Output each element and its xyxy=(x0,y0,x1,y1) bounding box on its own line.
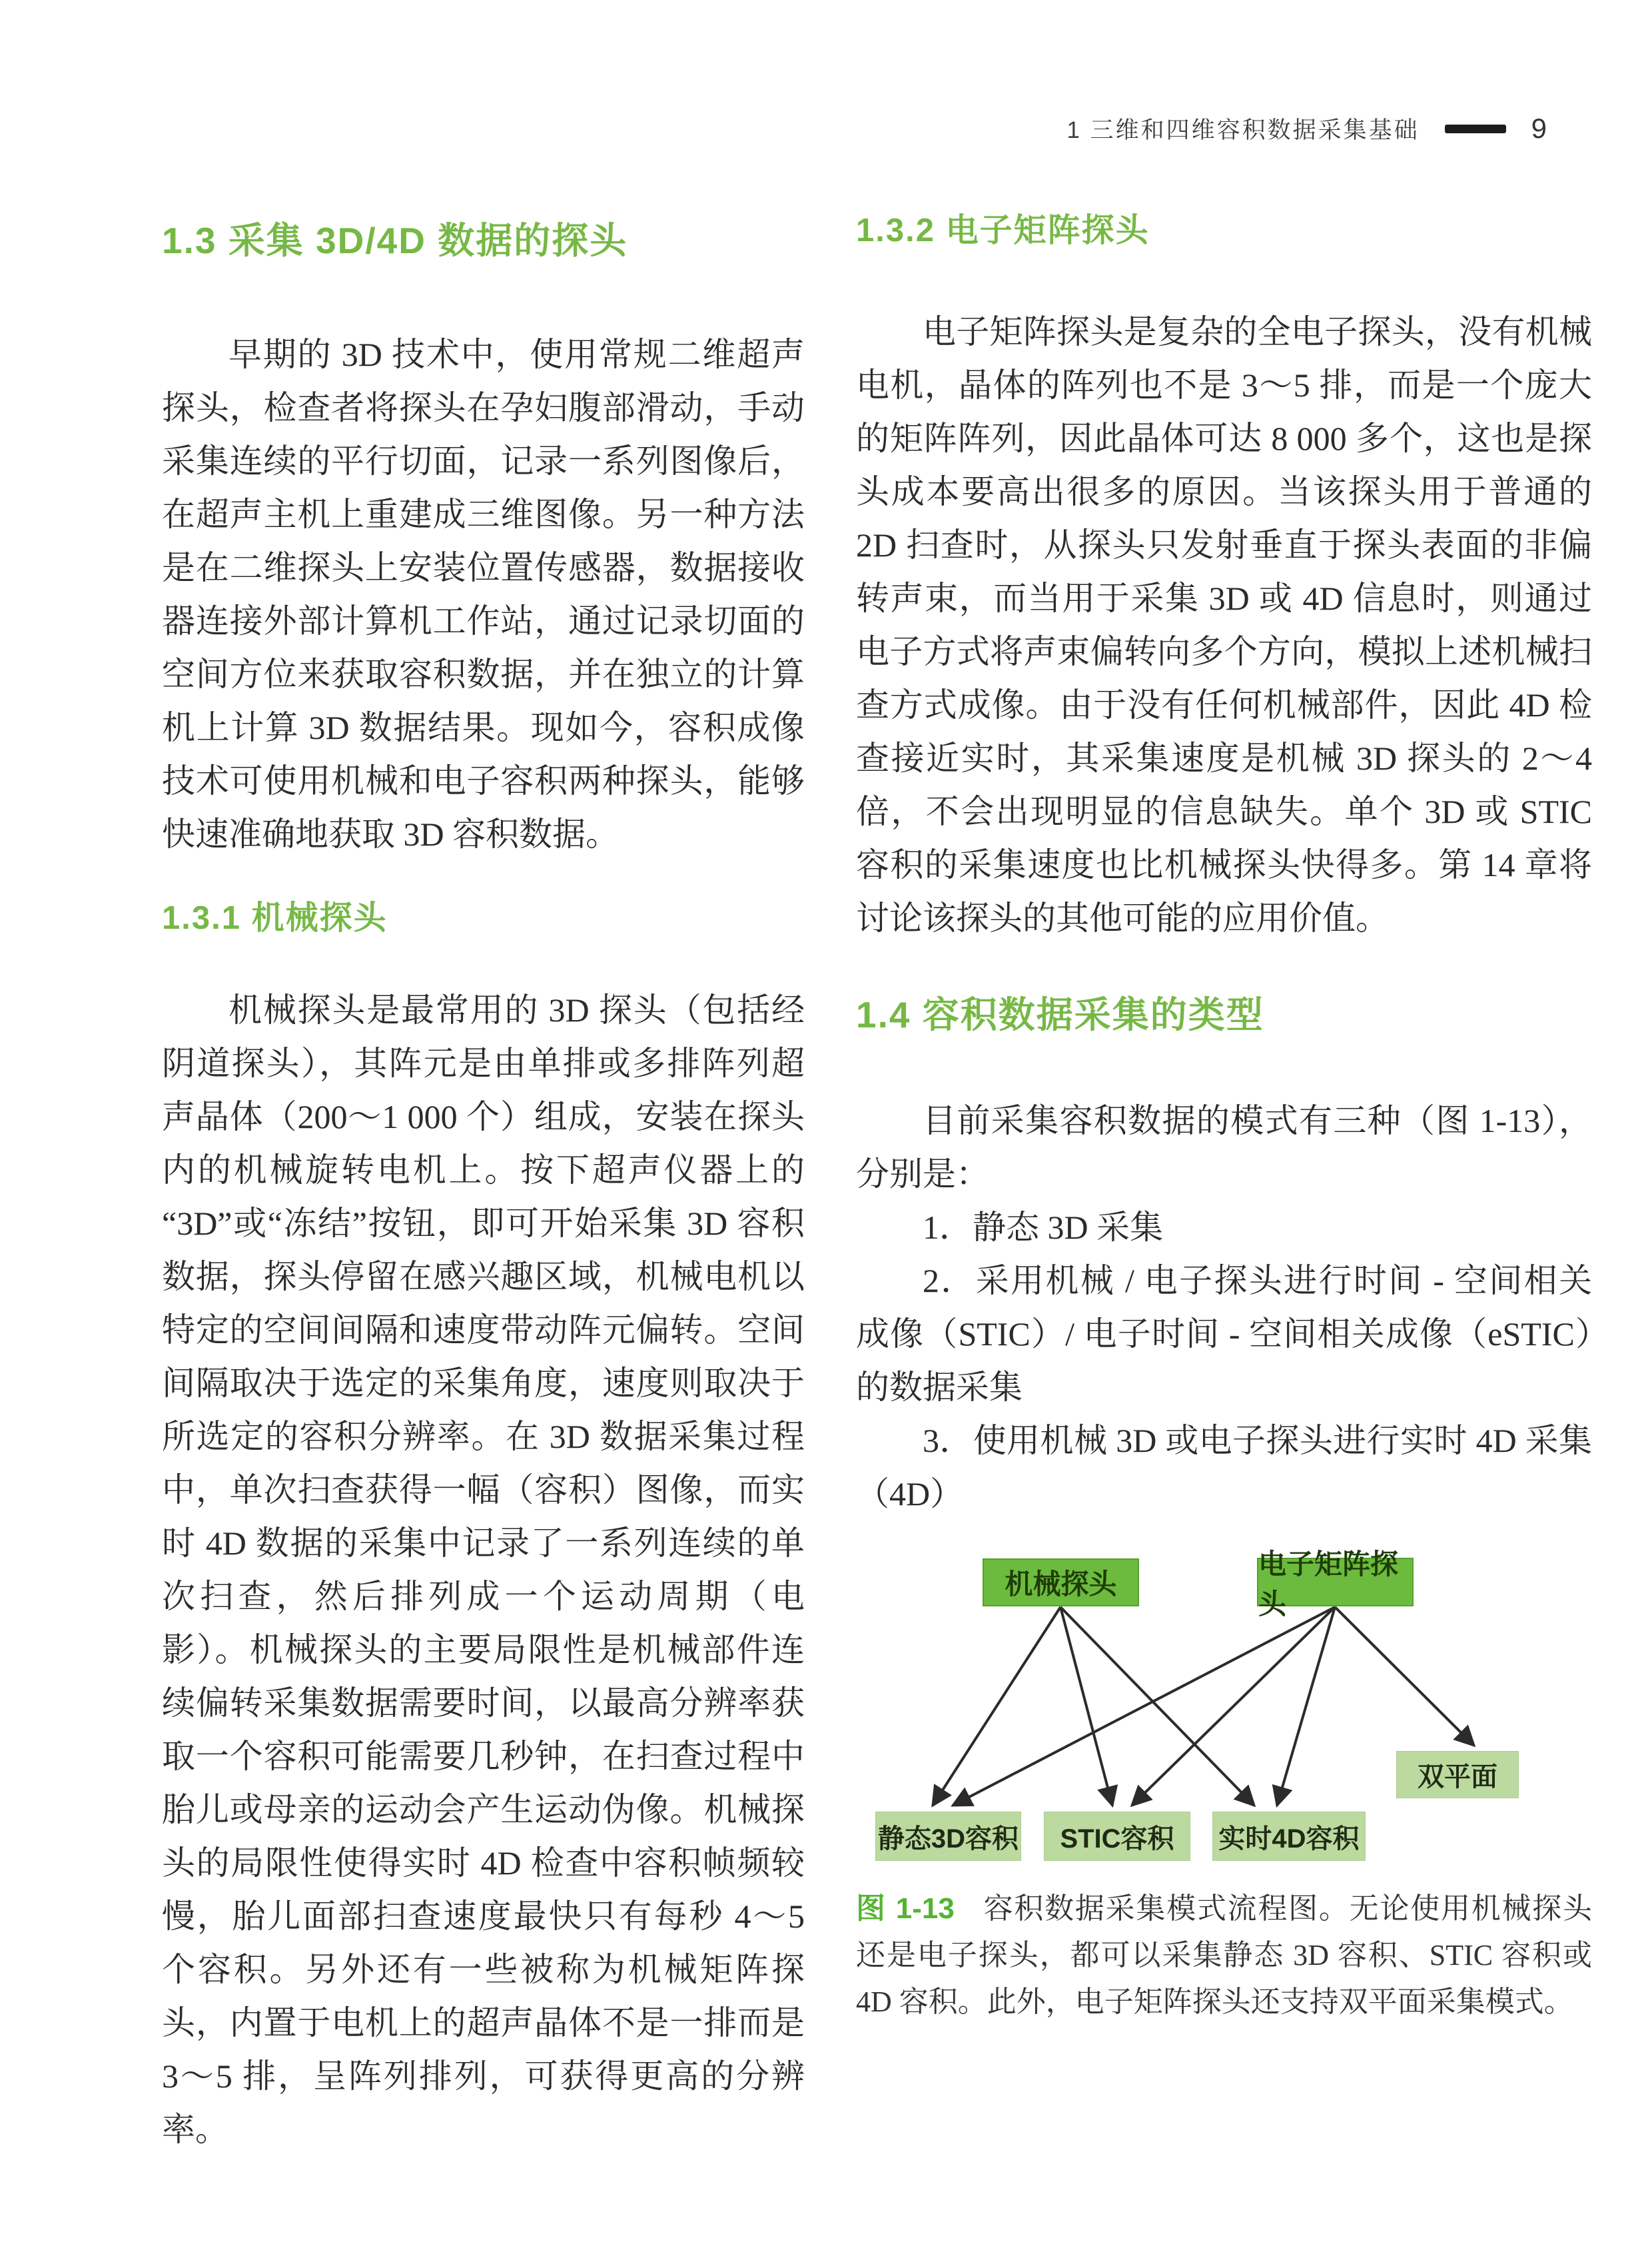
page-header xyxy=(1066,112,1547,145)
list-item-static-3d: 1．静态 3D 采集 xyxy=(923,1209,1164,1246)
acquisition-flow-diagram xyxy=(856,1546,1592,1879)
figure-1-13 xyxy=(856,1546,1592,2025)
list-item-realtime-4d: 3．使用机械 3D 或电子探头进行实时 4D 采集（4D） xyxy=(856,1422,1592,1512)
section-1-3-2-paragraph: 电子矩阵探头是复杂的全电子探头，没有机械电机，晶体的阵列也不是 3～5 排，而是一个庞大的矩阵阵列，因此晶体可达 8 000 多个，这也是探头成本要高出很多的原因。当该探头用于普通的 2D 扫查时，从探头只发射垂直于探头表面的非偏转声束，而当用于采集 3D 或 4D 信息时，则通过电子方式将声束偏转向多个方向，模拟上述机械扫查方式成像。由于没有任何机械部件，因此 4D 检查接近实时，其采集速度是机械 3D 探头的 2～4 倍，不会出现明显的信息缺失。单个 3D 或 STIC 容积的采集速度也比机械探头快得多。第 14 章将讨论该探头的其他可能的应用价值。 xyxy=(856,313,1592,937)
node-stic-volume: STIC容积 xyxy=(1044,1812,1190,1861)
figure-caption-label: 图 1-13 xyxy=(856,1892,955,1925)
header-rule xyxy=(1445,125,1506,133)
section-1-3-1-paragraph: 机械探头是最常用的 3D 探头（包括经阴道探头），其阵元是由单排或多排阵列超声晶体（200～1 000 个）组成，安装在探头内的机械旋转电机上。按下超声仪器上的“3D”或“冻结”按钮，即可开始采集 3D 容积数据，探头停留在感兴趣区域，机械电机以特定的空间间隔和速度带动阵元偏转。空间间隔取决于选定的采集角度，速度则取决于所选定的容积分辨率。在 3D 数据采集过程中，单次扫查获得一幅（容积）图像，而实时 4D 数据的采集中记录了一系列连续的单次扫查，然后排列成一个运动周期（电影）。机械探头的主要局限性是机械部件连续偏转采集数据需要时间，以最高分辨率获取一个容积可能需要几秒钟，在扫查过程中胎儿或母亲的运动会产生运动伪像。机械探头的局限性使得实时 4D 检查中容积帧频较慢，胎儿面部扫查速度最快只有每秒 4～5 个容积。另外还有一些被称为机械矩阵探头，内置于电机上的超声晶体不是一排而是 3～5 排，呈阵列排列，可获得更高的分辨率。 xyxy=(162,991,805,2148)
figure-caption-text: 容积数据采集模式流程图。无论使用机械探头还是电子探头，都可以采集静态 3D 容积、STIC 容积或 4D 容积。此外，电子矩阵探头还支持双平面采集模式。 xyxy=(856,1892,1592,2018)
node-electronic-matrix-probe: 电子矩阵探头 xyxy=(1257,1558,1414,1606)
node-realtime-4d-volume: 实时4D容积 xyxy=(1212,1812,1366,1861)
section-1-4-title: 1.4 容积数据采集的类型 xyxy=(856,994,1264,1035)
node-static-3d-volume: 静态3D容积 xyxy=(875,1812,1021,1861)
page-number: 9 xyxy=(1531,113,1547,144)
section-1-4-intro: 目前采集容积数据的模式有三种（图 1-13），分别是： xyxy=(856,1102,1592,1193)
left-column xyxy=(162,220,805,2156)
section-1-3-paragraph: 早期的 3D 技术中，使用常规二维超声探头，检查者将探头在孕妇腹部滑动，手动采集连续的平行切面，记录一系列图像后，在超声主机上重建成三维图像。另一种方法是在二维探头上安装位置传感器，数据接收器连接外部计算机工作站，通过记录切面的空间方位来获取容积数据，并在独立的计算机上计算 3D 数据结果。现如今，容积成像技术可使用机械和电子容积两种探头，能够快速准确地获取 3D 容积数据。 xyxy=(162,336,805,853)
section-1-3-1-title: 1.3.1 机械探头 xyxy=(162,900,388,936)
section-1-3-title: 1.3 采集 3D/4D 数据的探头 xyxy=(162,220,628,261)
node-mechanical-probe: 机械探头 xyxy=(983,1558,1139,1606)
node-biplane: 双平面 xyxy=(1396,1751,1519,1798)
figure-caption xyxy=(856,1886,1592,2025)
right-column xyxy=(856,212,1592,2025)
list-item-stic-estic: 2．采用机械 / 电子探头进行时间 - 空间相关成像（STIC）/ 电子时间 - 空间相关成像（eSTIC）的数据采集 xyxy=(856,1262,1592,1406)
section-1-3-2-title: 1.3.2 电子矩阵探头 xyxy=(856,213,1150,249)
running-head: 1 三维和四维容积数据采集基础 xyxy=(1066,117,1420,143)
